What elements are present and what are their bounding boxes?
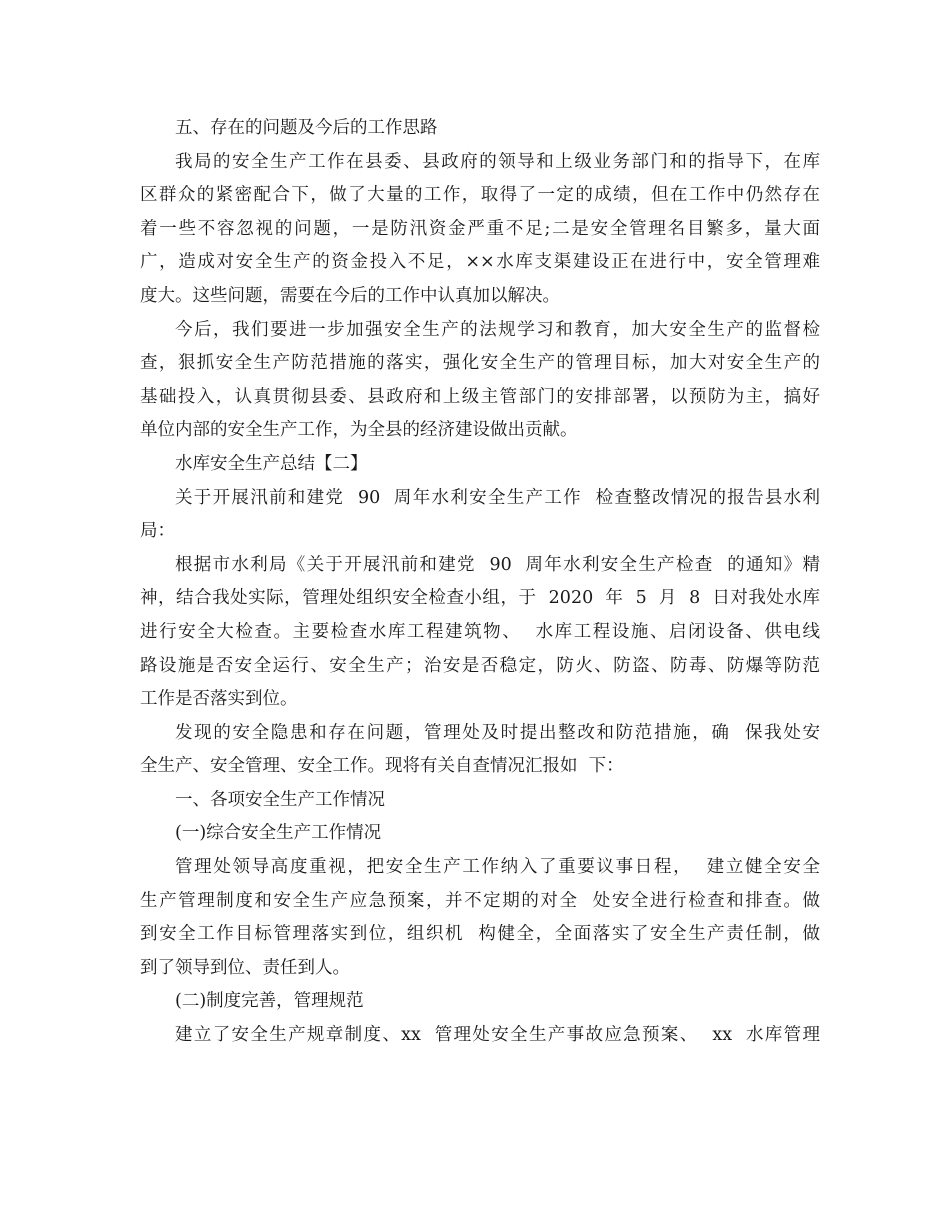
text-line: 一、各项安全生产工作情况 xyxy=(175,789,385,810)
text-line: 单位内部的安全生产工作，为全县的经济建设做出贡献。 xyxy=(140,420,578,441)
text-line: 建立了安全生产规章制度、xx 管理处安全生产事故应急预案、 xx 水库管理 xyxy=(175,1025,820,1046)
text-line: 神，结合我处实际，管理处组织安全检查小组，于 2020 年 5 月 8 日对我处水库 xyxy=(140,588,820,609)
text-line: 工作是否落实到位。 xyxy=(140,689,298,710)
text-line: 关于开展汛前和建党 90 周年水利安全生产工作 检查整改情况的报告县水利 xyxy=(175,487,820,508)
text-line: 今后，我们要进一步加强安全生产的法规学习和教育，加大安全生产的监督检 xyxy=(175,319,820,340)
text-line: 查，狠抓安全生产防范措施的落实，强化安全生产的管理目标，加大对安全生产的 xyxy=(140,353,820,374)
text-line: 到安全工作目标管理落实到位，组织机 构健全，全面落实了安全生产责任制，做 xyxy=(140,924,820,945)
text-line: 根据市水利局《关于开展汛前和建党 90 周年水利安全生产检查 的通知》精 xyxy=(175,554,820,575)
text-line: 路设施是否安全运行、安全生产；治安是否稳定，防火、防盗、防毒、防爆等防范 xyxy=(140,655,820,676)
text-line: (二)制度完善，管理规范 xyxy=(175,991,364,1012)
text-line: 到了领导到位、责任到人。 xyxy=(140,957,350,978)
document-page xyxy=(140,112,820,1053)
text-line: 水库安全生产总结【二】 xyxy=(175,453,368,474)
text-line: 管理处领导高度重视，把安全生产工作纳入了重要议事日程， 建立健全安全 xyxy=(175,857,820,878)
text-line: 度大。这些问题，需要在今后的工作中认真加以解决。 xyxy=(140,285,560,306)
text-line: 区群众的紧密配合下，做了大量的工作，取得了一定的成绩，但在工作中仍然存在 xyxy=(140,185,820,206)
text-line: 全生产、安全管理、安全工作。现将有关自查情况汇报如 下： xyxy=(140,756,624,777)
text-line: 生产管理制度和安全生产应急预案，并不定期的对全 处安全进行检查和排查。做 xyxy=(140,890,820,911)
text-line: 五、存在的问题及今后的工作思路 xyxy=(175,118,438,138)
text-line: 基础投入，认真贯彻县委、县政府和上级主管部门的安排部署，以预防为主，搞好 xyxy=(140,386,820,407)
text-line: 广，造成对安全生产的资金投入不足，××水库支渠建设正在进行中，安全管理难 xyxy=(140,252,820,273)
text-line: 着一些不容忽视的问题，一是防汛资金严重不足;二是安全管理名目繁多，量大面 xyxy=(140,218,820,239)
text-line: 进行安全大检查。主要检查水库工程建筑物、 水库工程设施、启闭设备、供电线 xyxy=(140,621,820,642)
text-line: 我局的安全生产工作在县委、县政府的领导和上级业务部门和的指导下，在库 xyxy=(175,151,820,172)
document-body xyxy=(140,112,820,1053)
text-line: 局： xyxy=(140,521,175,542)
text-line: (一)综合安全生产工作情况 xyxy=(175,823,382,844)
text-line: 发现的安全隐患和存在问题，管理处及时提出整改和防范措施，确 保我处安 xyxy=(175,722,820,743)
